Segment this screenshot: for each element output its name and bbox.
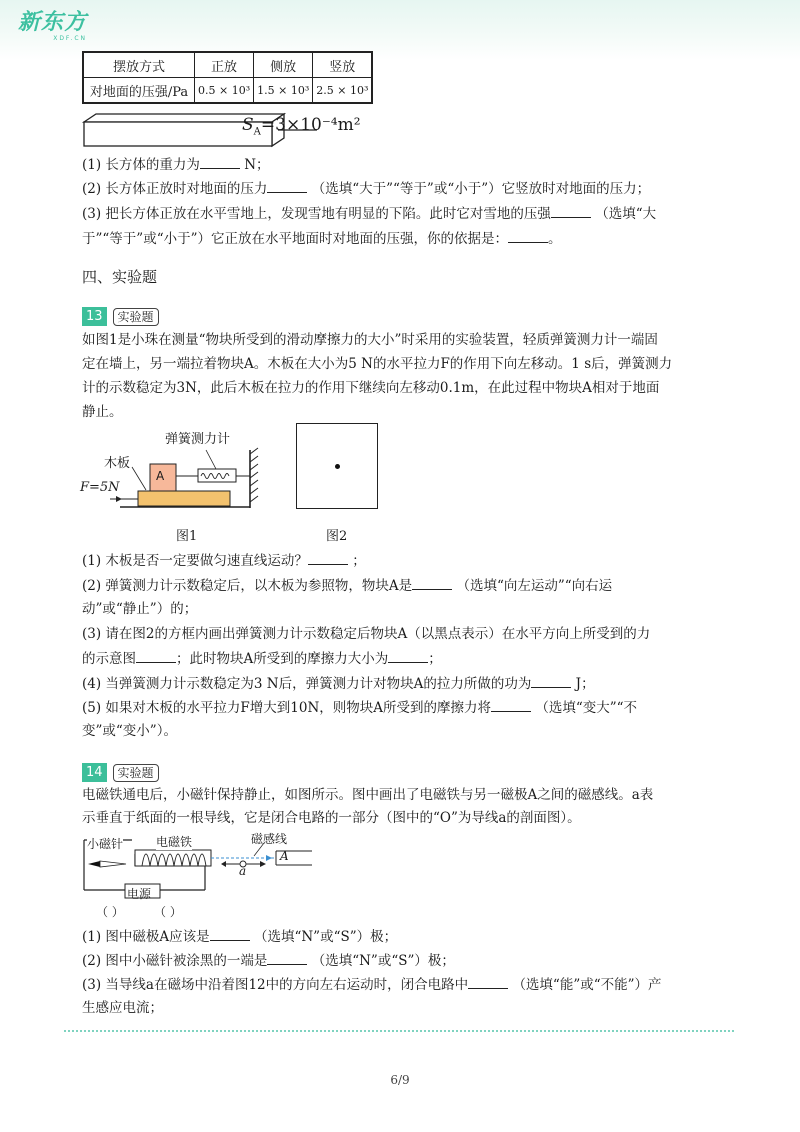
area-label: [242, 115, 361, 137]
electromagnet-label: 电磁铁: [156, 835, 193, 849]
question-number: 13: [82, 307, 107, 326]
text: （选填“向左运动”“向右运: [456, 578, 613, 594]
text: 。: [548, 231, 562, 247]
q14-sub-3: [82, 974, 662, 995]
text: (3) 当导线a在磁场中沿着图12中的方向左右运动时，闭合电路中: [82, 977, 469, 993]
answer-blank[interactable]: [200, 154, 240, 169]
table-cell: 侧放: [254, 52, 313, 78]
q14-sub-1: [82, 926, 397, 947]
q14-text-2: 示垂直于纸面的一根导线，它是闭合电路的一部分（图中的“O”为导线a的剖面图）。: [82, 810, 581, 826]
q13-sub-5: [82, 697, 637, 718]
spring-scale-label: 弹簧测力计: [165, 432, 231, 447]
q13-text-4: 静止。: [82, 404, 123, 420]
table-cell: 竖放: [313, 52, 373, 78]
table-cell: 正放: [195, 52, 254, 78]
text: 于”“等于”或“小于”）它正放在水平地面时对地面的压强，你的依据是：: [82, 231, 509, 247]
pole-a-label: A: [280, 849, 289, 863]
answer-blank[interactable]: [388, 648, 428, 663]
answer-blank[interactable]: [136, 648, 176, 663]
left-answer-paren[interactable]: （ ）: [96, 905, 124, 919]
answer-blank[interactable]: [468, 974, 508, 989]
question-13-header: [82, 307, 159, 326]
question-type-tag: 实验题: [113, 764, 159, 782]
text: 的示意图: [82, 651, 136, 667]
logo-sub: XDF.CN: [53, 35, 88, 42]
compass-needle-label: 小磁针: [87, 837, 124, 851]
right-answer-paren[interactable]: （ ）: [154, 905, 182, 919]
text: (2) 图中小磁针被涂黑的一端是: [82, 953, 268, 969]
q13-sub-3-cont: [82, 648, 442, 669]
q13-sub-4: [82, 673, 595, 694]
q12-line-3: [82, 203, 656, 224]
block-a-label: A: [156, 469, 165, 483]
q13-sub-3: (3) 请在图2的方框内画出弹簧测力计示数稳定后物块A（以黑点表示）在水平方向上所受到的力: [82, 626, 651, 642]
answer-blank[interactable]: [267, 950, 307, 965]
text: (2) 弹簧测力计示数稳定后，以木板为参照物，物块A是: [82, 578, 413, 594]
text: (5) 如果对木板的水平拉力F增大到10N，则物块A所受到的摩擦力将: [82, 700, 492, 716]
answer-blank[interactable]: [267, 178, 307, 193]
text: ；: [352, 553, 366, 569]
table-cell: 0.5 × 10³: [195, 78, 254, 104]
q14-sub-2: [82, 950, 455, 971]
page-number: 6/9: [390, 1073, 410, 1087]
question-number: 14: [82, 763, 107, 782]
text: (4) 当弹簧测力计示数稳定为3 N后，弹簧测力计对物块A的拉力所做的功为: [82, 676, 532, 692]
text: ；: [428, 651, 442, 667]
area-value: =3×10⁻⁴m²: [260, 115, 361, 135]
q12-line-1: [82, 154, 270, 175]
q14-text-1: 电磁铁通电后，小磁针保持静止，如图所示。图中画出了电磁铁与另一磁极A之间的磁感线。a表: [82, 787, 654, 803]
text: （选填“大于”“等于”或“小于”）它竖放时对地面的压力；: [311, 181, 651, 197]
logo-text: 新东方: [18, 10, 88, 35]
q13-sub-2-cont: 动”或“静止”）的；: [82, 601, 198, 617]
answer-blank[interactable]: [491, 697, 531, 712]
power-label: 电源: [127, 887, 152, 901]
q13-sub-2: [82, 575, 612, 596]
table-cell: 1.5 × 10³: [254, 78, 313, 104]
q14-sub-3-cont: 生感应电流；: [82, 1000, 163, 1016]
text: ；此时物块A所受到的摩擦力大小为: [176, 651, 389, 667]
table-row: [83, 78, 372, 104]
area-subscript: A: [253, 126, 261, 138]
table-cell: 2.5 × 10³: [313, 78, 373, 104]
q13-text-1: 如图1是小珠在测量“物块所受到的滑动摩擦力的大小”时采用的实验装置，轻质弹簧测力计一端固: [82, 332, 658, 348]
block-dot: [335, 464, 340, 469]
pressure-table: [82, 51, 373, 104]
figure-2-caption: 图2: [326, 529, 348, 544]
q13-sub-5-cont: 变”或“变小”）。: [82, 723, 177, 739]
text: (2) 长方体正放时对地面的压力: [82, 181, 268, 197]
q13-sub-1: [82, 550, 366, 571]
board-label: 木板: [104, 456, 131, 471]
footer-divider: [64, 1030, 734, 1032]
text: （选填“大: [595, 206, 657, 222]
text: (1) 木板是否一定要做匀速直线运动？: [82, 553, 308, 569]
text: N；: [244, 157, 270, 173]
figure-2-box[interactable]: [296, 423, 378, 509]
question-type-tag: 实验题: [113, 308, 159, 326]
table-header-row: [83, 52, 372, 78]
figure-1-caption: 图1: [176, 529, 198, 544]
text: (1) 长方体的重力为: [82, 157, 200, 173]
q12-line-4: [82, 228, 562, 249]
wire-a-label: a: [239, 864, 247, 878]
force-label: F=5N: [80, 480, 120, 495]
answer-blank[interactable]: [551, 203, 591, 218]
text: J；: [575, 676, 595, 692]
text: (3) 把长方体正放在水平雪地上，发现雪地有明显的下陷。此时它对雪地的压强: [82, 206, 551, 222]
text: (1) 图中磁极A应该是: [82, 929, 210, 945]
answer-blank[interactable]: [308, 550, 348, 565]
answer-blank[interactable]: [210, 926, 250, 941]
table-cell: 摆放方式: [83, 52, 195, 78]
question-14-header: [82, 763, 159, 782]
area-symbol: S: [242, 115, 254, 135]
answer-blank[interactable]: [508, 228, 548, 243]
table-cell: 对地面的压强/Pa: [83, 78, 195, 104]
field-line-label: 磁感线: [251, 832, 288, 846]
q13-text-3: 计的示数稳定为3N，此后木板在拉力的作用下继续向左移动0.1m，在此过程中物块A相对于地面: [82, 380, 660, 396]
answer-blank[interactable]: [531, 673, 571, 688]
brand-logo: [18, 12, 87, 42]
q12-line-2: [82, 178, 650, 199]
text: （选填“能”或“不能”）产: [512, 977, 662, 993]
text: （选填“变大”“不: [535, 700, 638, 716]
text: （选填“N”或“S”）极；: [311, 953, 455, 969]
section-heading: 四、实验题: [82, 268, 158, 286]
text: （选填“N”或“S”）极；: [253, 929, 398, 945]
answer-blank[interactable]: [412, 575, 452, 590]
q13-text-2: 定在墙上，另一端拉着物块A。木板在大小为5 N的水平拉力F的作用下向左移动。1 s后，弹簧测力: [82, 356, 673, 372]
